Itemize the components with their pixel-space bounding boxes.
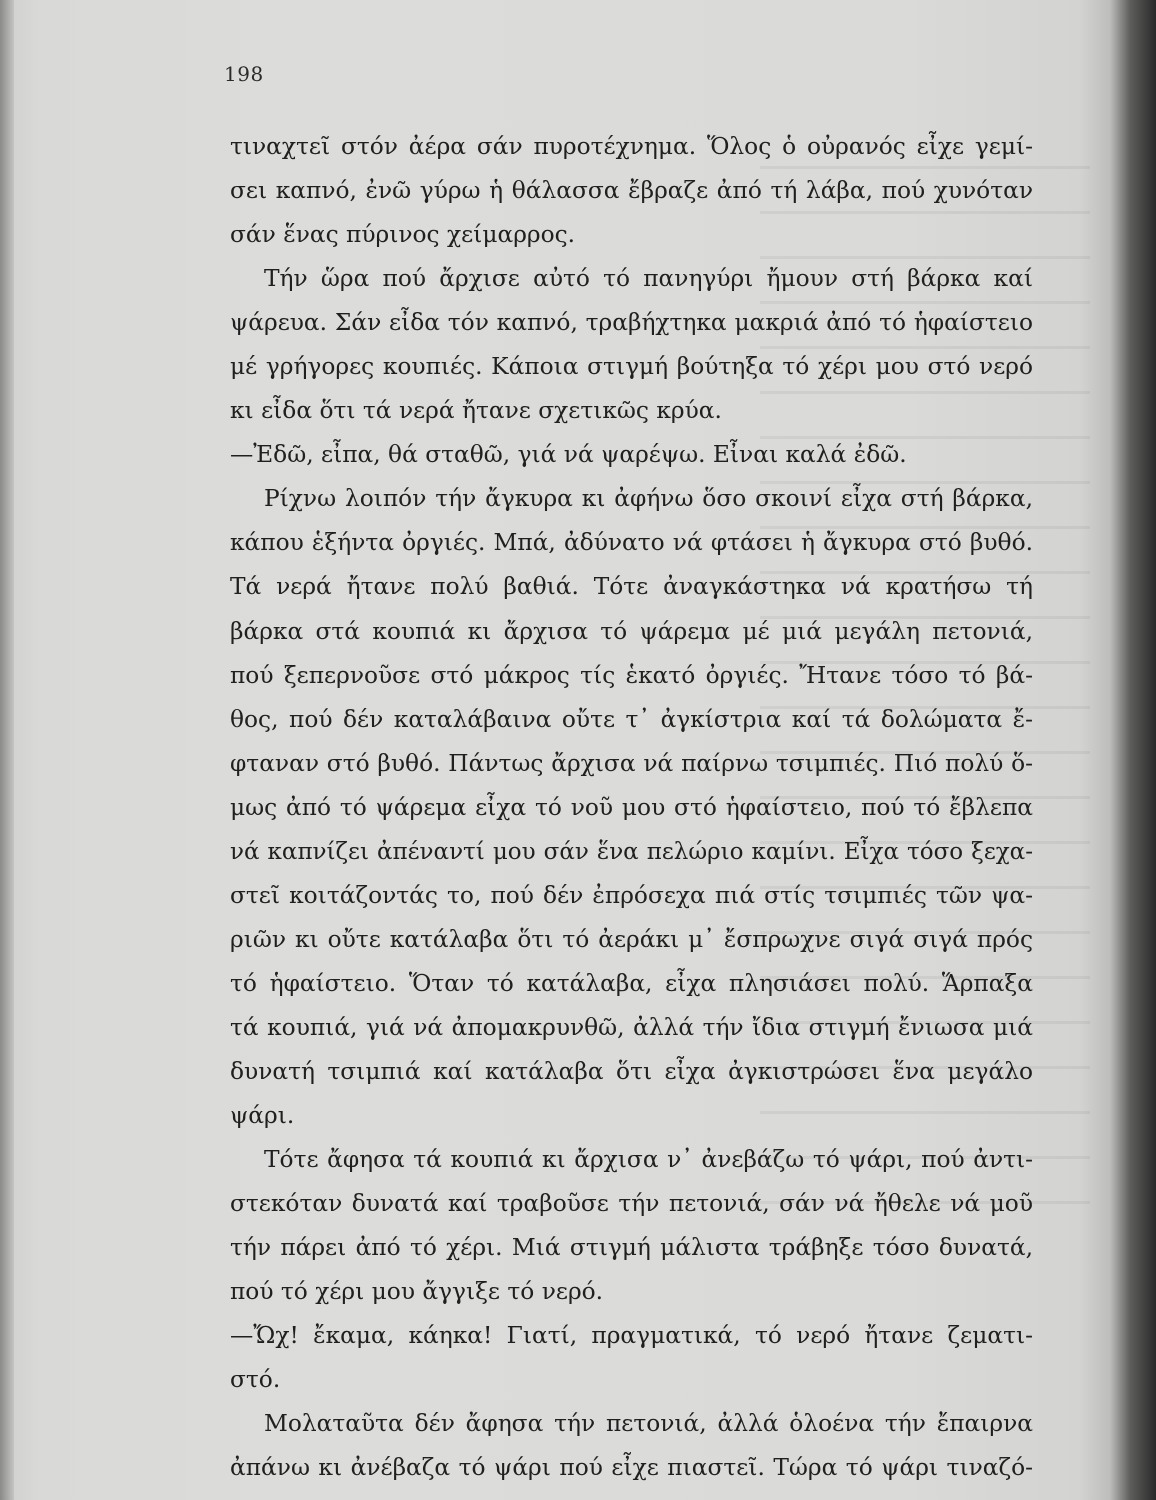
text-line: στεῖ κοιτάζοντάς το, πού δέν ἐπρόσεχα πιά στίς τσιμπιές τῶν ψα- (230, 881, 1033, 909)
text-line: τιναχτεῖ στόν ἀέρα σάν πυροτέχνημα. Ὅλος ὁ οὐρανός εἶχε γεμί- (230, 133, 1033, 160)
text-line: στό. (230, 1366, 281, 1394)
text-line: ψάρι. (230, 1102, 295, 1130)
text-line: βάρκα στά κουπιά κι ἄρχισα τό ψάρεμα μέ μιά μεγάλη πετονιά, (230, 617, 1033, 645)
text-line: ψάρευα. Σάν εἶδα τόν καπνό, τραβήχτηκα μακριά ἀπό τό ἡφαίστειο (230, 309, 1033, 337)
text-line: Μολαταῦτα δέν ἄφησα τήν πετονιά, ἀλλά ὁλοένα τήν ἔπαιρνα (264, 1410, 1033, 1438)
text-line: πού ξεπερνοῦσε στό μάκρος τίς ἑκατό ὀργιές. Ἤτανε τόσο τό βά- (230, 661, 1033, 689)
text-line: φταναν στό βυθό. Πάντως ἄρχισα νά παίρνω τσιμπιές. Πιό πολύ ὅ- (230, 749, 1033, 777)
text-line: τήν πάρει ἀπό τό χέρι. Μιά στιγμή μάλιστα τράβηξε τόσο δυνατά, (230, 1234, 1033, 1262)
text-line: Τά νερά ἤτανε πολύ βαθιά. Τότε ἀναγκάστηκα νά κρατήσω τή (230, 573, 1033, 601)
text-line: νά καπνίζει ἀπέναντί μου σάν ἕνα πελώριο καμίνι. Εἶχα τόσο ξεχα- (230, 838, 1033, 865)
text-line: —Ἐδῶ, εἶπα, θά σταθῶ, γιά νά ψαρέψω. Εἶναι καλά ἐδῶ. (230, 441, 907, 469)
text-line: —Ὤχ! ἔκαμα, κάηκα! Γιατί, πραγματικά, τό νερό ἤτανε ζεματι- (230, 1322, 1033, 1350)
text-line: ἀπάνω κι ἀνέβαζα τό ψάρι πού εἶχε πιαστεῖ. Τώρα τό ψάρι τιναζό- (230, 1454, 1033, 1482)
text-line: μέ γρήγορες κουπιές. Κάποια στιγμή βούτηξα τό χέρι μου στό νερό (230, 353, 1033, 381)
text-line: Τήν ὥρα πού ἄρχισε αὐτό τό πανηγύρι ἤμουν στή βάρκα καί (264, 265, 1033, 293)
text-line: κι εἶδα ὅτι τά νερά ἤτανε σχετικῶς κρύα. (230, 397, 722, 425)
text-line: θος, πού δέν καταλάβαινα οὔτε τ᾽ ἀγκίστρια καί τά δολώματα ἔ- (230, 705, 1033, 733)
body-text (230, 125, 1033, 1490)
page-number: 198 (224, 62, 264, 86)
page-left-edge (0, 0, 14, 1500)
text-line: σει καπνό, ἐνῶ γύρω ἡ θάλασσα ἔβραζε ἀπό τή λάβα, πού χυνόταν (230, 177, 1033, 205)
text-line: ριῶν κι οὔτε κατάλαβα ὅτι τό ἀεράκι μ᾽ ἔσπρωχνε σιγά σιγά πρός (230, 925, 1033, 953)
text-line: δυνατή τσιμπιά καί κατάλαβα ὅτι εἶχα ἀγκιστρώσει ἕνα μεγάλο (230, 1057, 1033, 1085)
text-line: σάν ἕνας πύρινος χείμαρρος. (230, 221, 576, 249)
text-line: στεκόταν δυνατά καί τραβοῦσε τήν πετονιά, σάν νά ἤθελε νά μοῦ (230, 1190, 1033, 1218)
text-line: Τότε ἄφησα τά κουπιά κι ἄρχισα ν᾽ ἀνεβάζω τό ψάρι, πού ἀντι- (264, 1146, 1033, 1174)
text-line: τά κουπιά, γιά νά ἀπομακρυνθῶ, ἀλλά τήν ἴδια στιγμή ἔνιωσα μιά (230, 1013, 1033, 1041)
text-line: πού τό χέρι μου ἄγγιξε τό νερό. (230, 1278, 604, 1306)
text-line: Ρίχνω λοιπόν τήν ἄγκυρα κι ἀφήνω ὅσο σκοινί εἶχα στή βάρκα, (264, 485, 1033, 513)
text-line: μως ἀπό τό ψάρεμα εἶχα τό νοῦ μου στό ἡφαίστειο, πού τό ἔβλεπα (230, 793, 1033, 821)
text-line: κάπου ἑξήντα ὀργιές. Μπά, ἀδύνατο νά φτάσει ἡ ἄγκυρα στό βυθό. (230, 529, 1033, 557)
text-line: τό ἡφαίστειο. Ὅταν τό κατάλαβα, εἶχα πλησιάσει πολύ. Ἅρπαξα (230, 969, 1033, 997)
